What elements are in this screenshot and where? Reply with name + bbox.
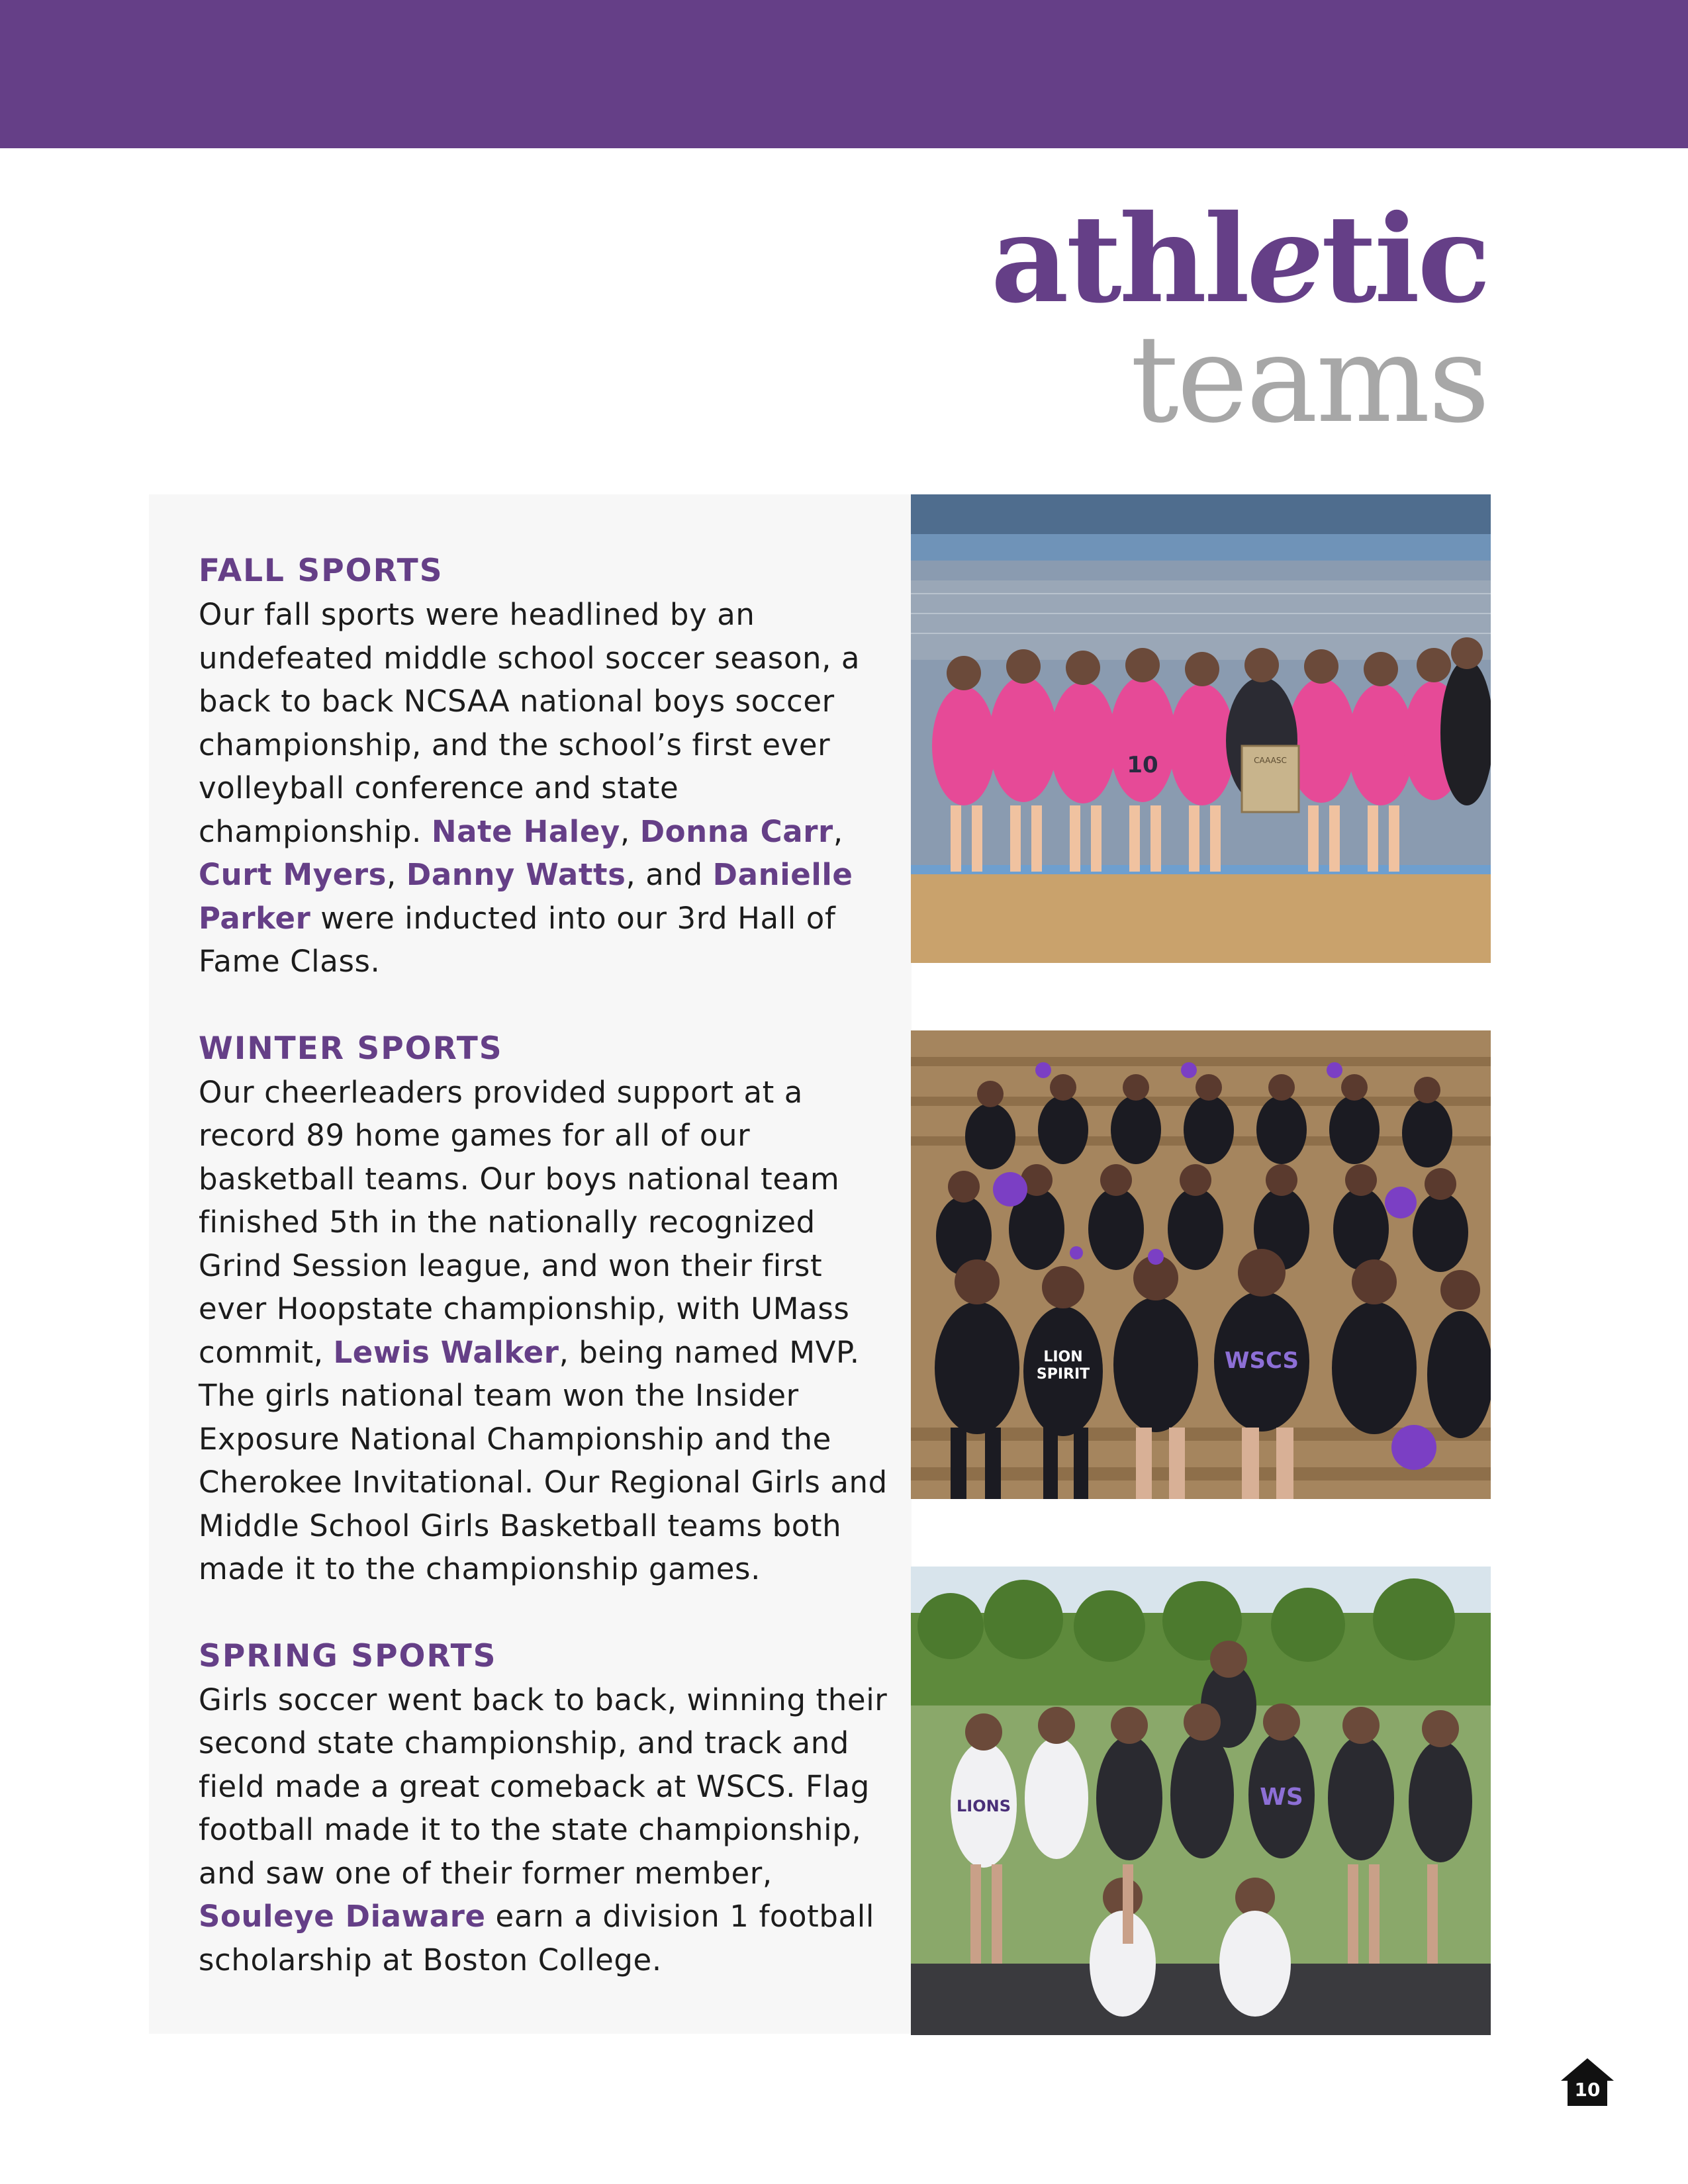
jersey-text-ws: WS — [1260, 1784, 1303, 1811]
photo-track-team — [911, 1567, 1491, 2035]
name-highlight: Donna Carr — [639, 813, 833, 849]
name-highlight: Danielle Parker — [199, 857, 853, 936]
text-panel — [149, 494, 912, 2034]
section-body: Our cheerleaders provided support at a record 89 home games for all of our basketball teams. Our boys national team finished 5th in the nationally recognized Grind Session league, and won their first ever Hoopstate championship, with UMass commit, Lewis Walker, being named MVP. The girls national team won the Insider Exposure National Championship and the Cherokee Invitational. Our Regional Girls and Middle School Girls Basketball teams both made it to the championship games. — [199, 1074, 888, 1586]
shirt-text-lion: LION — [1043, 1349, 1083, 1365]
section-heading: FALL SPORTS — [199, 553, 444, 589]
title-athletic: athletic — [990, 188, 1488, 330]
photo-volleyball-team — [911, 494, 1491, 963]
photo-cheerleaders — [911, 1030, 1491, 1499]
jersey-text-lions: LIONS — [957, 1797, 1011, 1815]
header-band — [0, 0, 1688, 148]
shirt-text-wscs: WSCS — [1224, 1347, 1299, 1374]
shirt-text-spirit: SPIRIT — [1036, 1366, 1090, 1383]
name-highlight: Curt Myers — [199, 857, 387, 892]
title-teams: teams — [1130, 309, 1488, 449]
name-highlight: Nate Haley — [431, 813, 620, 849]
section-body: Our fall sports were headlined by an undefeated middle school soccer season, a back to back NCSAA national boys soccer championship, and the school’s first ever volleyball conference and state championship. Nate Haley, Donna Carr, Curt Myers, Danny Watts, and Danielle Parker were inducted into our 3rd Hall of Fame Class. — [199, 597, 861, 979]
page-title — [990, 188, 1488, 449]
page-number-badge — [1560, 2057, 1615, 2107]
plaque-text: CAAASC — [1254, 756, 1287, 765]
section-heading: WINTER SPORTS — [199, 1030, 503, 1067]
section-fall-sports — [199, 549, 900, 983]
section-heading: SPRING SPORTS — [199, 1637, 497, 1674]
section-spring-sports — [199, 1635, 900, 1982]
page-number: 10 — [1574, 2079, 1601, 2101]
name-highlight: Souleye Diaware — [199, 1899, 486, 1934]
jersey-number: 10 — [1127, 752, 1158, 778]
name-highlight: Lewis Walker — [333, 1334, 559, 1370]
name-highlight: Danny Watts — [406, 857, 626, 892]
section-winter-sports — [199, 1027, 900, 1591]
section-body: Girls soccer went back to back, winning their second state championship, and track and field made a great comeback at WSCS. Flag football made it to the state championship, and saw one of their former member, Souleye Diaware earn a division 1 football scholarship at Boston College. — [199, 1682, 888, 1978]
